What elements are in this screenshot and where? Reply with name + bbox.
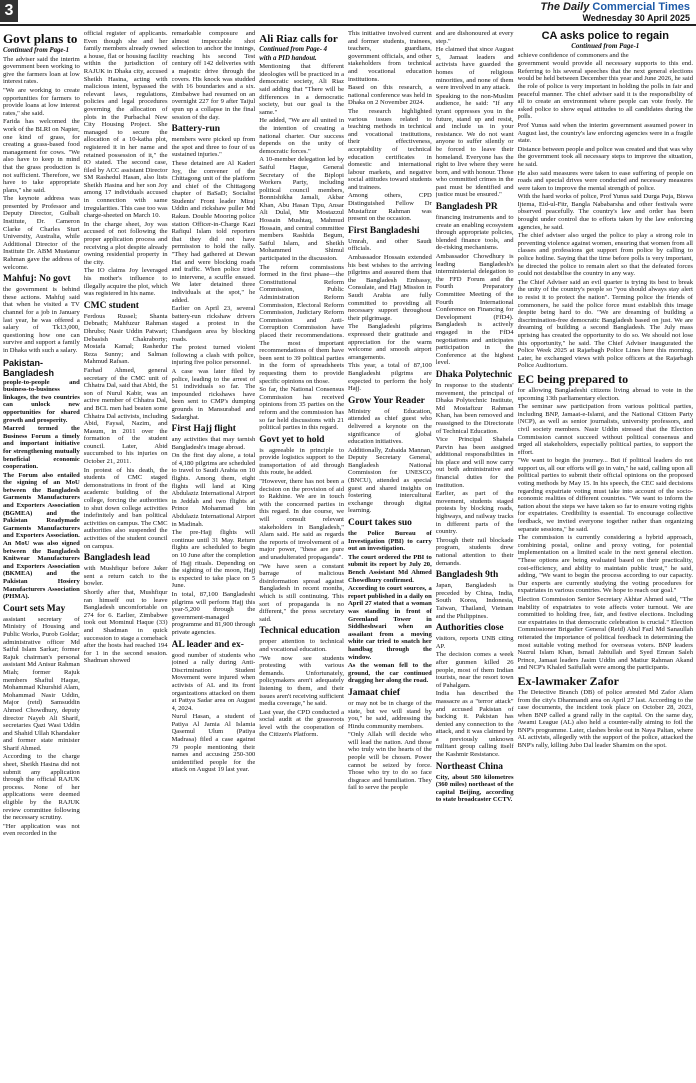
paragraph: The decision comes a week after gunmen killed 26 people, most of them Indian tourists, near the resort town of Pahalgam. [435,651,514,689]
paragraph: With the hard works of police, Prof Yunus said Durga Puja, Biswa Ijtema, Eid-ul-Fitr, Bangla Nababarsha and other festivals were observed peacefully. The country's law and order has been brought under control due to efforts taken by the law enforcing agencies, he said. [517,193,693,231]
column-3 [172,30,256,1082]
headline-bangladesh-pr: Bangladesh PR [435,202,498,213]
paragraph: Shortly after that, Mushfiqur ran himself out to leave Bangladesh uncomfortable on 274 for 6. Earlier, Zimbabwe took out Mominul Haque (33) and Shadman in quick succession to stage a comeback after the hosts had reached 194 for 1 in the second session. Shadman showed [83,588,168,665]
headline-court-sets-may: Court sets May [3,603,66,614]
article-columns [0,26,696,1082]
paragraph: In response to the students' movement, the principal of Dhaka Polytechnic Institute, Md Mostafizur Rahman Khan, has been removed and reassigned to the Directorate of Technical Education. [435,381,514,435]
article-body [348,238,432,393]
headline-bangladesh-9th: Bangladesh 9th [435,570,499,581]
column-4 [259,30,344,1082]
continued-note-2: with a PID handout. [259,54,317,62]
paragraph: The protest turned violent following a clash with police, injuring five police personnel. [171,344,256,367]
paragraph: In the charge sheet, Joy was accused of not following the proper application process and receiving a plot despite already owning residential property in the city. [83,220,168,266]
paragraph: He claimed that since August 5, Jamaat leaders and activists have guarded the homes of religious minorities, and none of them were involved in any attack. [435,46,514,92]
paragraph: According to the charge sheet, Sheikh Hasina did not submit any application through the official RAJUK process. None of her applications were deemed eligible by the RAJUK review committee following the necessary scrutiny. [3,753,80,822]
headline-pakistan-bangladesh: Pakistan-Bangladesh [3,357,55,378]
paragraph: This year, a total of 87,100 Bangladeshi pilgrims are expected to perform the holy Hajj. [348,362,432,393]
article-body [518,689,693,750]
headline-dhaka-polytechnic: Dhaka Polytechnic [435,369,513,380]
paragraph: any activities that may tarnish Bangladesh's image abroad. [171,436,256,451]
paragraph: people-to-people and business-to-business linkages, the two countries can unlock new opportunities for shared growth and prosperity. [3,378,80,424]
paragraph: The Bangladeshi pilgrims expressed their gratitude and appreciation for the warm welcome and smooth airport arrangements. [348,323,432,361]
paragraph: Ferdous Russel; Shanta Debnath; Mahfuzur Rahman Dhrubo; Nasir Uddin Patwari; Debasish Chakraborty; Mostafa Kamal; Rashedur Reza Sunny; and Salman Mahmud Rafsan. [83,312,168,366]
article-body [436,774,514,804]
paragraph: financing instruments and to create an enabling ecosystem through appropriate policies, blended finance tools, and de-risking mechanisms. [435,214,514,252]
lead-line: achieve confidence of commoners and the [517,51,629,59]
paragraph: "However, there has not been a decision on the provision of aid to Rakhine. We are in touch with the concerned parties in this regard. In due course, we will consult relevant stakeholders in Bangladesh," Alam said. He said as regards the reports of involvement of a major power, "these are pure and unadulterated propaganda". [259,478,345,561]
paragraph: The keynote address was presented by Professor and Deputy Director, Gulbali Institute, Dr. Cameron Clarke of Charles Sturt University, Australia, while Additional Director of the Institute Dr. ABM Mustanur Rahman gave the address of welcome. [3,195,80,271]
paragraph: the Police Bureau of Investigation (PBI) to carry out an investigation. [348,530,432,553]
paragraph: Prof Yunus said when the interim government assumed power in August last, the country's law enforcing agencies were in a fragile state. [517,121,693,145]
headline-cmc-student: CMC student [83,300,139,311]
article-body [518,60,693,370]
article-body [3,379,80,601]
article-body [172,30,256,121]
paragraph: The seminar saw participation from various political parties, including BNP, Jamaat-e-Islami, and the National Citizen Party (NCP), as well as senior journalists, university professors, and civil society members. Nasir Uddin stressed that the Election Commission cannot succeed without political consensus and urged all stakeholders, especially political parties, to support the effort. [517,403,693,456]
paragraph: The adviser said the interim government been working to give the farmers loan at low interest rates. [3,55,80,86]
column-7 [518,30,693,1082]
headline-govt-yet-to-hold: Govt yet to hold [259,434,325,445]
headline-battery-run: Battery-run [171,124,221,135]
paragraph: The IO claims Joy leveraged his mother's influence to illegally acquire the plot, which was registered in his name. [83,267,168,298]
paragraph: "We want to begin the journey... But if political leaders do not support us, all our efforts will go in vain," he said, calling upon all political parties to submit their official opinions on the proposed voting methods by May 15. In his speech, the CEC said decisions regarding expatriate voting must take into account of the socio-economic realities of different countries. "We want to inform the nation about the steps we have taken so far to ensure voting rights for expatriates. Credibility is essential. To encourage collective feedback, we invited everyone together rather than organizing separate sessions," he said. [517,457,693,533]
paragraph: A 10-member delegation led by Saiful Haque, General Secretary of the Biplopi Workers Party, including political council members, Bonnishikha Jamali, Akbar Khan, Abu Hasan Tipu, Ansar Ali Dulal, Mir Mostazzul Hossain Mushtaq, Mahmud Hossain, and central committee members Rashida Begum, Saiful Islam, and Sheikh Mohammed Shimul participated in the discussion. [259,156,345,263]
article-body [436,635,514,759]
paragraph: India has described the massacre as a "terror attack" and accused Pakistan of backing it. Pakistan has denied any connection to the attack, and it was claimed by a previously unknown militant group calling itself the Kashmir Resistance. [435,690,514,759]
masthead [540,1,690,23]
paragraph: Earlier, as part of the movement, students staged protests by blocking roads, highways, and railway tracks in different parts of the country. [435,490,514,536]
paragraph: assistant secretary of Ministry of Housing and Public Works, Purob Goldar; administrative officer Md Saiful Islam Sarkar; former Rajuk chairman's personal assistant Md Anisur Rahman Miah; former Rajuk members Shafiul Haque, Mohammad Khurshid Alam, Mohammad Nasir Uddin, Major (retd) Samsuddin Ahmed Chowdhury, deputy director Nayeb Ali Sharif, secretaries Qazi Wasi Uddin and Shahid Ullah Khandaker and former state minister Sharif Ahmed. [3,615,80,752]
paragraph: Umrah, and other Saudi officials. [348,237,432,253]
paper-name-part2: Commercial Times [592,1,690,13]
paragraph: Distance between people and police was created and that was why the government took all necessary steps to improve the situation, he said. [517,145,693,168]
paragraph: As the woman fell to the ground, the car continued dragging her along the road. [348,662,432,685]
article-body [348,530,432,685]
headline-mahfuj: Mahfuj: No govt [3,274,71,285]
paragraph: proper attention to technical and vocational education. [259,638,345,653]
column-1 [3,30,80,1082]
headline-first-hajj-flight: First Hajj flight [171,424,236,435]
paragraph: City, about 580 kilometres (360 miles) northeast of the capital Beijing, according to state broadcaster CCTV. [435,773,514,804]
headline-technical-education: Technical education [259,626,340,637]
paragraph: "We are working to create opportunities for farmers to provide loans at low interest rates," she said. [3,86,80,117]
paragraph: Election Commission Senior Secretary Akhtar Ahmed said, "The inability of expatriates to vote affects voter turnout. We are committed to holding free, fair, and festive elections. Including our expatriates in that democratic celebration is crucial." Election Commissioner Brigadier General (Retd) Abul Fazl Md Sanaullah reiterated the importance of political feedback in determining the most suitable voting method for overseas voters. BNP leaders Nazrul Islam Khan, Ismail Jabiullah and Syed Emran Saleh Prince, Jamaat leaders Jasim Uddin and Matiur Rahman Akand and NCP's Khaled Saifullah were among the participants. [517,595,693,672]
paragraph: The Forum also entailed the signing of an MoU between the Bangladesh Garments Manufacturers and Exporters Association (BGMEA) and the Pakistan Readymade Garments Manufacturers and Exporters Association. An MoU was also signed between the Bangladesh Knitwear Manufacturers and Exporters Association (BKMEA) and the Pakistan Hosiery Manufacturers Association (PHMA). [3,471,80,601]
headline-court-takes-suo: Court takes suo [348,518,412,529]
article-body [3,56,80,272]
continued-note: Continued from Page-1 [571,42,640,50]
article-body [518,387,693,672]
paragraph: The research highlighted various issues related to teaching methods in technical and vocational institutions, their effectiveness, acceptability of technical education certificates in domestic and international labour markets, and negative social attitudes toward students and trainees. [348,107,432,191]
headline-first-bangladeshi: First Bangladeshi [348,225,420,236]
article-body [3,616,80,838]
article-body [84,313,168,550]
article-body [84,565,168,665]
paragraph: Nurul Hasan, a student of Patiya Al Jamia Al Islamia Qasemul Ulum (Patiya Madrasa) filed a case against 79 people mentioning their names and accusing 250-300 unidentified people for the attack on August 19 last year. [171,713,256,774]
paragraph: Japan, Bangladesh is preceded by China, India, South Korea, Indonesia, Taiwan, Thailand, Vietnam and the Philippines. [435,582,514,620]
paragraph: or may not be in charge of the state, but we will stand by you," he said, addressing the Hindu community members. [348,699,432,730]
paragraph: The commission is currently considering a hybrid approach, combining postal, online and proxy voting, for potential implementation on a limited scale in the next general election. "These options are being evaluated based on their practicality, cost-efficiency, and ability to maintain public trust," he said, adding, "We want to begin the process according to our capacity. Our experts are currently studying the voting procedures for expatriates in various countries. We hope to reach our goal." [517,534,693,595]
paragraph: is agreeable in principle to provide logistics support to the transportation of aid through this route, he added. [259,446,345,477]
paragraph: good number of students who joined a rally during Anti-Discrimination Student Movement were injured when activists of AL and its front organizations attacked on them at Pattya Sadar area on August 4, 2024. [171,651,256,712]
paragraph: This initiative involved current and former students, trainees, teachers, guardians, government officials, and other stakeholders from technical and vocational education institutions. [348,30,432,83]
paragraph: Farhad Ahmed, general secretary of the CMC unit of Chhatra Dal, said that Abid, the son of Nurul Kabir, was an active member of Chhatra Dal, and BCL men had beaten some Chhatra Dal activists, including Abid, Faysal, Nazim, and Masum, in 2011 over the formation of the student council. Later, Abid succumbed to his injuries on October 21, 2011. [83,366,168,466]
paragraph: On the first day alone, a total of 4,180 pilgrims are scheduled to travel to Saudi Arabia on 10 flights. Among them, eight flights will land at King Abdulaziz International Airport in Jeddah and two flights at Prince Mohammad bin Abdulaziz International Airport in Madinah. [171,452,256,528]
headline-govt-plans: Govt plans to [3,31,78,46]
article-body [348,30,432,223]
paragraph: Earlier on April 23, several battery-run rickshaw drivers staged a protest in the Chandgaon area by blocking roads. [171,305,256,343]
paragraph: The Detective Branch (DB) of police arrested Md Zafor Alam from the city's Dhanmandi area on April 27 last. According to the case documents, the incident took place on October 28, 2023, when BNP called a grand rally in the capital. On the same day, Awami League (AL) also held a counter-rally aiming to foil the BNP's programme. Later, clashes broke out in Naya Paltan, where AL activists, allegedly with the support of the police, attacked the BNP's rally, killing Jubo Dal leader Shamim on the spot. [517,688,693,750]
paragraph: Ambassador Chowdhury is leading Bangladesh's interministerial delegation to the FFD Forum and the Fourth Preparatory Committee Meeting of the Fourth International Conference on Financing for Development (FfD4). Bangladesh is actively engaged in the FfD4 negotiations and anticipates participation in the Conference at the highest level. [435,253,514,367]
paragraph: Mentioning that different ideologies will be practiced in a democratic society, Ali Riaz said adding that "There will be differences in a democratic society, but our goal is the same." [259,63,345,116]
paragraph: "We have seen a constant barrage of malicious disinformation spread against Bangladesh in recent months, which is still continuing. This sort of propaganda is no different," the press secretary said. [259,562,345,623]
issue-date: Wednesday 30 April 2025 [582,13,690,23]
article-body [172,652,256,775]
paragraph: Ambassador Hossain extended his best wishes to the arriving pilgrims and assured them that the Bangladesh Embassy, Consulate, and Hajj Mission in Saudi Arabia are fully committed to providing all necessary support throughout their pilgrimage. [348,254,432,322]
paragraph: Last year, the CPD conducted a social audit at the grassroots level with the cooperation of the Citizen's Platform. [259,708,345,739]
paragraph: So far, the National Consensus Commission has received opinions from 35 parties on the reform and the commission has so far held discussions with 21 political parties in this regard. [259,386,345,432]
paragraph: In protest of his death, the students of CMC staged demonstrations in front of the academic building of the college, forcing the authorities to shut down college activities indefinitely and ban political activities on campus. The CMC authorities also suspended the activities of the student council on campus. [83,466,168,550]
article-body [259,638,344,739]
article-body [436,30,514,199]
article-body [436,382,514,567]
paragraph: with Mushfiqur before Jaker sent a return catch to the bowler. [83,565,168,588]
column-2 [84,30,168,1082]
paragraph: These detained are Al Kaderi Joy, the convener of the Chittagong unit of the platform and chief of the Chittagong chapter of BaSaD; Socialist Students' Front leader Miraj Uddin and rickshaw puller Md Rakun. Double Mooring police station Officer-in-Charge Kazi Rafiqul Islam told reporters that they did not have permission to hold the rally. "They had gathered at Dewan Hat and were blocking roads and traffic. When police tried to intervene, a scuffle ensued. We later detained three individuals at the spot," he added. [171,159,256,304]
headline-bangladesh-lead: Bangladesh lead [83,553,151,564]
paragraph: He also said measures were taken to ease suffering of people on roads and special drives were conducted and necessary measures were taken to improve the mental strength of police. [517,169,693,192]
headline-ca-asks-police: CA asks police to regain [541,30,669,42]
headline-ec-being-prepared: EC being prepared to [517,371,629,386]
headline-ali-riaz: Ali Riaz calls for [259,33,338,45]
headline-al-leader: AL leader and ex- [171,639,244,650]
paragraph: Ministry of Education, attended as chief guest who delivered a keynote on the significance of global education initiatives. [348,407,432,446]
paragraph: the government is behind these actions. Mahfuj said that when he visited a TV channel for a job in January last year, he was offered a salary of Tk13,000, questioning how one can survive and support a family in Dhaka with such a salary. [3,286,80,354]
article-body [172,436,256,636]
paper-name-part1: The Daily [540,1,593,13]
headline-jamaat-chief: Jamaat chief [348,687,400,698]
paragraph: Based on this research, a national conference was held in Dhaka on 2 November 2024. [348,84,432,107]
paragraph: The Chief Adviser said an evil quarter is trying its best to break the unity of the country's people so "you should always stay alert to resist it to protect the nation". Terming police the friends of commoners, he said the police force must establish this image despite being hard to do. "We are dreaming of building a discrimination-free democratic Bangladesh based on just. We are dreaming of building a second Bangladesh. The July mass uprising has created the opportunity to do so. We should not lose this opportunity," he said. The Chief Adviser inaugurated the Police Week 2025 at Rajarbagh Police Lines here this morning. Later, he exchanged views with police officers at the Rajarbagh Police Auditorium. [517,278,693,370]
paragraph: Speaking to the non-Muslim audience, he said: "If any tyrant oppresses you in the future, stand up and resist, and include us in your resistance. We do not want anyone to suffer silently or be forced to leave their homeland. Everyone has the right to live where they were born, and with honour. Those who committed crimes in the past must be identified and justice must be ensured." [435,92,514,199]
headline-northeast-china: Northeast China [435,761,504,772]
paragraph: Through their rail blockade program, students drew national attention to their demands. [435,536,514,567]
paragraph: The pre-Hajj flights will continue until 31 May. Return flights are scheduled to begin on 10 June after the completion of Hajj rituals. Depending on the sighting of the moon, Hajj is expected to take place on 5 June. [171,529,256,590]
article-body [84,30,168,298]
paragraph: According to court sources, a report published in a daily on April 27 stated that a woman was standing in front of Greenland Tower in Siddheshwari when an assailant from a moving white car tried to snatch her handbag through the window. [348,585,432,661]
paragraph: "Her application was not even recorded in the [3,822,80,838]
paragraph: visitors, reports UNB citing AP. [435,635,514,650]
paragraph: "Only Allah will decide who will lead the nation. And those who truly win the hearts of the people will be chosen. Power cannot be seized by force. Those who try to do so face disgrace and humiliation. They fail to serve the people [348,731,432,792]
article-body [3,286,80,354]
paragraph: The reform commissions formed in the first phase—the Constitutional Reform Commission, Public Administration Reform Commission, Electoral Reform Commission, Judiciary Reform Commission and Anti-Corruption Commission have placed their recommendations. The most important recommendations of them have been sent to 39 political parties in the form of spreadsheets requesting them to provide specific opinions on those. [259,263,345,385]
paragraph: The chief adviser also urged the police to play a strong role in preventing violence against women, ensuring that women from all classes and professions get support from police by calling to police hotline. Saying that the time before polls is very important, he directed the police to remain alert so that the defeated forces could not destabilise the country in any way. [517,232,693,278]
paragraph: Vice Principal Shahela Parvin has been assigned additional responsibilities in his place and will now carry out both administrative and financial duties for the institution. [435,436,514,489]
continued-note: Continued from Page-1 [3,47,70,54]
article-body [172,136,256,421]
paragraph: In total, 87,100 Bangladeshi pilgrims will perform Hajj this year-5,200 through the government-managed programme and 81,900 through private agencies. [171,590,256,636]
headline-grow-your-reader: Grow Your Reader [348,395,425,406]
paragraph: Additionally, Zubaida Mannan, Deputy Secretary General, Bangladesh National Commission for UNESCO (BNCU), attended as special guest and shared insights on fostering intercultural exchange through digital learning. [348,446,432,515]
column-5 [348,30,432,1082]
page-header [0,0,696,26]
article-body [259,63,344,432]
paragraph: A case was later filed by police, leading to the arrest of 51 individuals so far. The impounded rickshaws have been sent to CMP's dumping grounds in Mansurabad and Sadarghat. [171,367,256,421]
headline-ex-lawmaker-zafor: Ex-lawmaker Zafor [517,673,619,688]
article-body [436,582,514,620]
paragraph: "We now see students protesting with various demands. Unfortunately, policymakers aren't adequately listening to them, and their issues aren't receiving sufficient media coverage," he said. [259,654,345,708]
column-6 [436,30,514,1082]
paragraph: official register of applicants. Even though she and her family members already owned a house, flat or housing facility within the jurisdiction of RAJUK in Dhaka city, accused Sheikh Hasina, acting with malicious intent, bypassed the relevant laws, regulations, policies and legal procedures governing the allocation of plots in the Purbachal New City Housing Project. She managed to secure the allocation of a 10-katha plot, registered it in her name and retained possession of it," the IO stated. The second case, filed by ACC assistant Director SM Rashedul Hasan, also lists Sheikh Hasina and her son Joy among 17 individuals accused in connection with same irregularities. This case too was charge-sheeted on March 10. [83,30,168,220]
page-number: 3 [0,0,18,22]
paragraph: members were picked up from the spot and three to four of us sustained injuries." [171,136,256,159]
paragraph: Farida has welcomed the work of the BLRI on Napier, one kind of grass, for creating a grass-based food management for cows. "We also have to keep in mind that the grass production is not sufficient. Therefore, we have to take appropriate plans," she said. [3,118,80,194]
article-body [436,214,514,367]
article-body [348,408,432,515]
paragraph: and are dishonoured at every step." [435,30,514,45]
paragraph: remarkable composure and almost impeccable shot selection to anchor the innings, reaching his second Test century off 142 deliveries with a majestic drive through the covers. His knock was studded with 16 boundaries and a six. Zimbabwe had resumed on an overnight 227 for 9 after Taijul spun up a collapse in the final session of the day. [171,30,256,121]
article-body [259,447,344,624]
continued-note: Continued from Page- 4 [259,46,328,53]
paragraph: Marred termed the Business Forum a timely and important initiative for strengthening mutually beneficial economic cooperation. [3,425,80,471]
article-body [348,700,432,792]
paragraph: The court ordered the PBI to submit its report by July 20, Bench Assistant Md Ahmed Chowdhury confirmed. [348,553,432,584]
paragraph: Among others, CPD Distinguished Fellow Dr Mustafizur Rahman was present on the occasion. [348,192,432,223]
headline-authorities-close: Authorities close [435,623,504,634]
paragraph: for allowing Bangladeshi citizens living abroad to vote in the upcoming 13th parliamentary election. [517,386,693,402]
paragraph: government would provide all necessary supports to this end. Referring to his several speeches that the next general elections would be held between December this year and June 2026, he said the role of police is very important in holding the polls in fair and peaceful manner. The chief adviser said it is the responsibility of all to create an environment where people can vote freely. He asked police to show equal attitudes to all candidates during the polls. [517,60,693,121]
paper-name [540,1,690,13]
paragraph: He added, "We are all united in the intention of creating a national charter. Our success depends on the unity of democratic forces." [259,117,345,155]
